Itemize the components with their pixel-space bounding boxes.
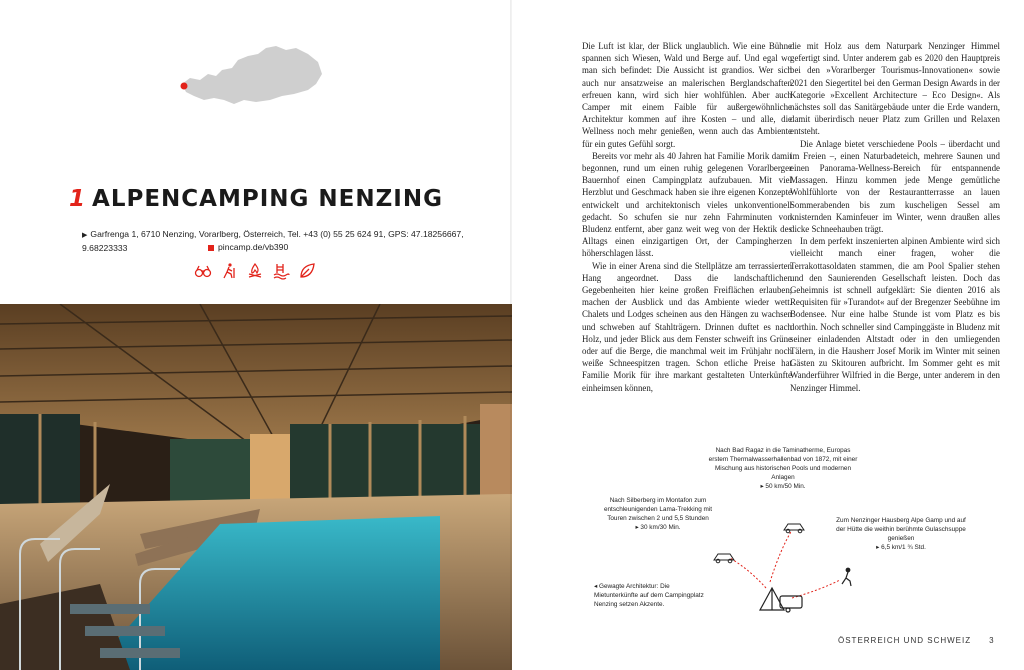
route-line-gamp [792, 580, 840, 598]
tip-distance: ▸ 50 km/50 Min. [760, 483, 806, 490]
route-line-bad-ragaz [770, 530, 792, 582]
tip-text: Nach Bad Ragaz in die Taminatherme, Europas erstem Thermalwasserhallenbad von 1872, mit einer Mischung aus historischen Pools und modernen Anlagen [708, 447, 858, 481]
photo-caption: ◂ Gewagte Architektur: Die Mietunterkünfte auf dem Campingplatz Nenzing setzen Akzente. [594, 583, 704, 608]
page-number: 3 [989, 636, 995, 645]
page-title [0, 186, 512, 212]
paragraph: In dem perfekt inszenierten alpinen Ambiente wird sich vielleicht manch einer fragen, woher die Terrakottasoldaten stammen, die am Pool Spalier stehen und den Saunierenden Gesellschaft leisten. Doch das Geheimnis ist schnell aufgeklärt: Sie dienten 2016 als Requisiten für »Turandot« auf der Bregenzer Seebühne im Bodensee. Nur eine halbe Stunde ist vom Platz es bis dorthin. Noch schneller sind Campinggäste in Bludenz mit seiner einladenden Altstadt oder in den umliegenden Tälern, in die Hausherr Josef Morik im Winter mit seinen Gästen zu Skitouren aufbricht. Im Sommer geht es mit Wanderführer Wilfried in die Berge, unter anderem in den Nenzinger Himmel. [790, 236, 1000, 393]
tip-text: Nach Silberberg im Montafon zum entschleunigenden Lama-Trekking mit Touren zwischen 2 und 5,5 Stunden [603, 497, 713, 522]
address-line [82, 228, 502, 255]
pool-photo [0, 304, 512, 670]
footer-section: ÖSTERREICH UND SCHWEIZ [838, 636, 972, 645]
pool-icon [272, 262, 290, 280]
page-footer [838, 636, 995, 645]
hiking-icon [220, 262, 238, 280]
text-column-2 [790, 40, 1000, 394]
campsite-name: ALPENCAMPING NENZING [92, 186, 443, 212]
campfire-icon [246, 262, 264, 280]
leaf-icon [298, 262, 316, 280]
tip-bad-ragaz [708, 446, 858, 491]
car-icon-bad-ragaz [784, 524, 804, 533]
tent-caravan-icon [760, 588, 802, 612]
text-column-1 [582, 40, 792, 394]
distance-diagram [700, 510, 920, 620]
route-line-silberberg [730, 558, 766, 588]
red-square-icon [208, 245, 214, 251]
amenity-icons [194, 262, 324, 282]
triangle-bullet-icon: ▶ [82, 232, 88, 239]
tip-distance: ▸ 30 km/30 Min. [635, 524, 681, 531]
paragraph: Die Luft ist klar, der Blick unglaublich. Wie eine Bühne spannen sich Wiesen, Wald und Berge auf. Und egal wo man sich befindet: Die Aussicht ist grandios. Wer sich auch nur ansatzweise an malerischen Berglandschaften erfreuen kann, wird sich hier wohlfühlen. Aber auch Camper mit einem Faible für außergewöhnliche Architektur kommen auf ihre Kosten – und alle, die Wellness noch mehr genießen, wenn auch das Ambiente für ein gutes Gefühl sorgt. [582, 41, 792, 149]
location-marker [181, 83, 188, 90]
tip-text: Zum Nenzinger Hausberg Alpe Gamp und auf der Hütte die weithin berühmte Gulaschsuppe genießen [836, 517, 966, 542]
binoculars-icon [194, 262, 212, 280]
entry-number: 1 [69, 186, 87, 212]
address-text: Garfrenga 1, 6710 Nenzing, Vorarlberg, Österreich, Tel. +43 (0) 55 25 624 91, GPS: 47.18256667, 9.68223333 [82, 229, 464, 253]
tip-distance: ▸ 6,5 km/1 ¾ Std. [876, 544, 926, 551]
website-url[interactable]: pincamp.de/vb390 [218, 242, 289, 252]
website-link[interactable] [208, 242, 288, 252]
hiker-icon [842, 568, 851, 586]
paragraph: Bereits vor mehr als 40 Jahren hat Familie Morik damit begonnen, rund um einen ruhig gelegenen Vorarlberger Bauernhof einen Campingplatz aufzubauen. Mit viel Herzblut und Geschmack haben sie ihre eigenen Konzepte entwickelt und architektonisch vieles unkonventionell gedacht. So schufen sie nur zehn Fahrminuten von Bludenz entfernt, aber ganz weit weg von der Hektik des Alltags einen einzigartigen Ort, der Campingherzen höherschlagen lässt. [582, 150, 792, 259]
paragraph: die mit Holz aus dem Naturpark Nenzinger Himmel gefertigt sind. Unter anderem gab es 2020 den Hauptpreis bei den »Vorarlberger Tourismus-Innovationen« sowie 2021 den Siegertitel bei den German Design Awards in der Kategorie »Excellent Architecture – Eco Design«. Als nächstes soll das Sanitärgebäude unter die Erde wandern, damit überirdisch neuer Platz zum Grillen und Relaxen entsteht. [790, 41, 1000, 137]
austria-map [170, 40, 330, 110]
paragraph: Die Anlage bietet verschiedene Pools – überdacht und im Freien –, einen Naturbadeteich, mehrere Saunen und einen Panorama-Wellness-Bereich für entspannende Massagen. Hinzu kommen jede Menge gemütliche Wohlfühlorte von der Restaurantterrasse an lauen Sommerabenden bis zum kuscheligen Sessel am knisternden Kaminfeuer im Winter, wenn draußen alles dicke Schneehauben trägt. [790, 138, 1000, 235]
paragraph: Wie in einer Arena sind die Stellplätze am terrassierten Hang angeordnet. Dass die landschaftlichen Gegebenheiten hier keine großen Freiflächen erlauben, machen der Ausblick und das Ambiente wieder wett. Chalets und Lodges scheinen aus den Hängen zu wachsen und schweben auf Stahlträgern. Drinnen duftet es nach Holz, und jeder Blick aus dem Fenster schweift ins Grüne oder auf die Berge, die manchmal weit im Frühjahr noch weiße Schneespitzen tragen. Schon etliche Preise hat Familie Morik für ihre markant gestalteten Unterkünfte einheimsen können, [582, 260, 792, 393]
